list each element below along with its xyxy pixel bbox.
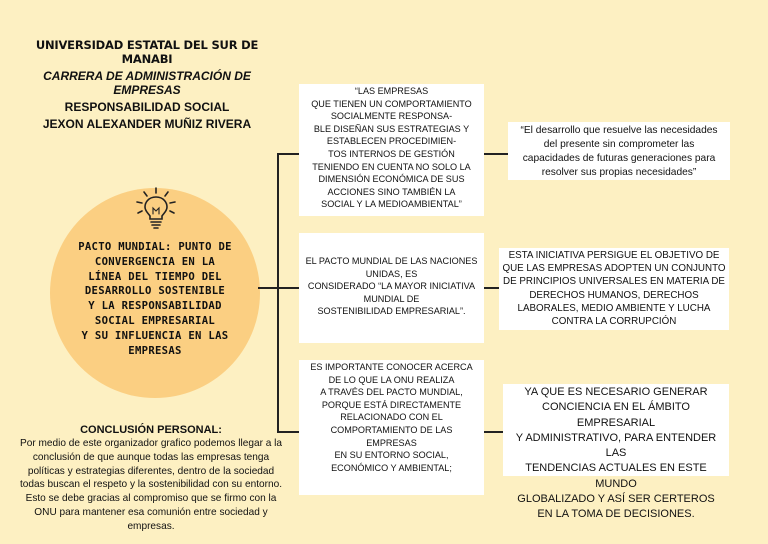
branch-line: “LAS EMPRESAS [354,86,429,96]
central-topic [62,240,248,358]
branch-line: TOS INTERNOS DE GESTIÓN [328,148,455,159]
branch-line: ES IMPORTANTE CONOCER ACERCA [310,362,473,372]
branch-line: DE LO QUE LA ONU REALIZA [328,374,455,385]
connector-branch-1 [277,153,299,155]
connector-detail-2 [484,287,499,289]
conclusion-line: ONU para mantener esa comunión entre sociedad y [34,506,268,518]
branch-line: UNIDAS, ES [365,268,418,279]
branch-line: RELACIONADO CON EL [340,412,443,423]
detail-line: resolver sus propias necesidades” [541,167,697,178]
conclusion-title: CONCLUSIÓN PERSONAL: [80,424,222,436]
detail-line: ESTA INICIATIVA PERSIGUE EL OBJETIVO DE [508,250,720,261]
detail-line: GLOBALIZADO Y ASÍ SER CERTEROS [517,493,715,506]
branch-line: TENIENDO EN CUENTA NO SOLO LA [312,161,471,172]
branch-line: ESTABLECEN PROCEDIMIEN- [326,136,457,147]
connector-detail-1 [484,153,508,155]
conclusion-line: Esto se debe gracias al compromiso que se firmo con la [25,493,277,505]
detail-line: YA QUE ES NECESARIO GENERAR [524,386,708,398]
branch-line: A TRAVÉS DEL PACTO MUNDIAL, [320,387,463,398]
branch-line: DIMENSIÓN ECONÓMICA DE SUS [318,174,465,185]
central-topic-line: CONVERGENCIA EN LA [94,255,216,268]
subject-name: RESPONSABILIDAD SOCIAL [64,100,230,114]
branch-line: CONSIDERADO “LA MAYOR INICIATIVA [307,281,476,292]
central-topic-line: SOCIAL EMPRESARIAL [94,314,216,327]
detail-line: LABORALES, MEDIO AMBIENTE Y LUCHA [517,302,711,314]
detail-box-1 [508,122,730,180]
university-name: UNIVERSIDAD ESTATAL DEL SUR DE MANABI [35,38,259,66]
detail-line: DERECHOS HUMANOS, DERECHOS [529,289,699,301]
branch-line: MUNDIAL DE [363,293,420,304]
detail-line: QUE LAS EMPRESAS ADOPTEN UN CONJUNTO [502,263,726,275]
detail-line: EN LA TOMA DE DECISIONES. [537,508,695,521]
header [22,38,272,131]
connector-detail-3 [484,431,503,433]
branch-line: ACCIONES SINO TAMBIÉN LA [327,186,456,197]
branch-line: SOSTENIBILIDAD EMPRESARIAL”. [317,306,466,317]
branch-line: EN SU ENTORNO SOCIAL, [334,450,449,461]
career-name: CARRERA DE ADMINISTRACIÓN DE EMPRESAS [43,69,251,97]
central-topic-line: EMPRESAS [128,344,182,357]
branch-line: EMPRESAS [366,437,417,448]
detail-box-2 [499,248,729,330]
branch-line: PORQUE ESTÁ DIRECTAMENTE [321,399,462,410]
branch-line: SOCIALMENTE RESPONSA- [330,111,453,122]
conclusion [0,424,302,534]
lightbulb-icon [131,186,181,232]
conclusion-line: políticas y estrategias diferentes, dentro de la sociedad [27,465,275,477]
branch-box-3 [299,360,484,495]
branch-box-2 [299,233,484,343]
author-name: JEXON ALEXANDER MUÑIZ RIVERA [42,117,252,131]
branch-line: COMPORTAMIENTO DE LAS [330,424,453,435]
connector-branch-2 [277,287,299,289]
branch-line: QUE TIENEN UN COMPORTAMIENTO [311,98,472,109]
branch-line: ECONÓMICO Y AMBIENTAL; [331,462,452,473]
branch-box-1 [299,84,484,216]
detail-line: Y ADMINISTRATIVO, PARA ENTENDER LAS [515,431,717,460]
detail-line: capacidades de futuras generaciones para [522,153,716,164]
branch-line: EL PACTO MUNDIAL DE LAS NACIONES [305,256,478,266]
branch-line: BLE DISEÑAN SUS ESTRATEGIAS Y [313,123,470,134]
conclusion-line: todas buscan el respeto y la sostenibilidad con su entorno. [19,479,283,491]
conclusion-body [0,437,302,534]
central-topic-line: PACTO MUNDIAL: PUNTO DE [78,241,232,253]
detail-line: del presente sin comprometer las [543,139,695,150]
conclusion-line: conclusión de que aunque todas las empresas tenga [32,451,270,463]
detail-line: CONCIENCIA EN EL ÁMBITO EMPRESARIAL [542,401,690,429]
detail-line: TENDENCIAS ACTUALES EN ESTE MUNDO [525,462,707,490]
central-topic-line: LÍNEA DEL TIEMPO DEL [88,270,222,283]
detail-box-3 [503,384,729,521]
branch-line: SOCIAL Y LA MEDIOAMBIENTAL” [321,199,462,210]
conclusion-line: empresas. [127,520,175,532]
connector-trunk [277,153,279,432]
connector-main [258,287,278,289]
central-topic-line: Y SU INFLUENCIA EN LAS [81,329,229,342]
central-topic-line: Y LA RESPONSABILIDAD [88,300,222,313]
detail-line: CONTRA LA CORRUPCIÓN [551,316,677,328]
detail-line: “El desarrollo que resuelve las necesidades [520,125,718,136]
central-topic-line: DESARROLLO SOSTENIBLE [84,285,226,298]
conclusion-line: Por medio de este organizador grafico podemos llegar a la [19,438,283,449]
detail-line: DE PRINCIPIOS UNIVERSALES EN MATERIA DE [503,276,725,288]
